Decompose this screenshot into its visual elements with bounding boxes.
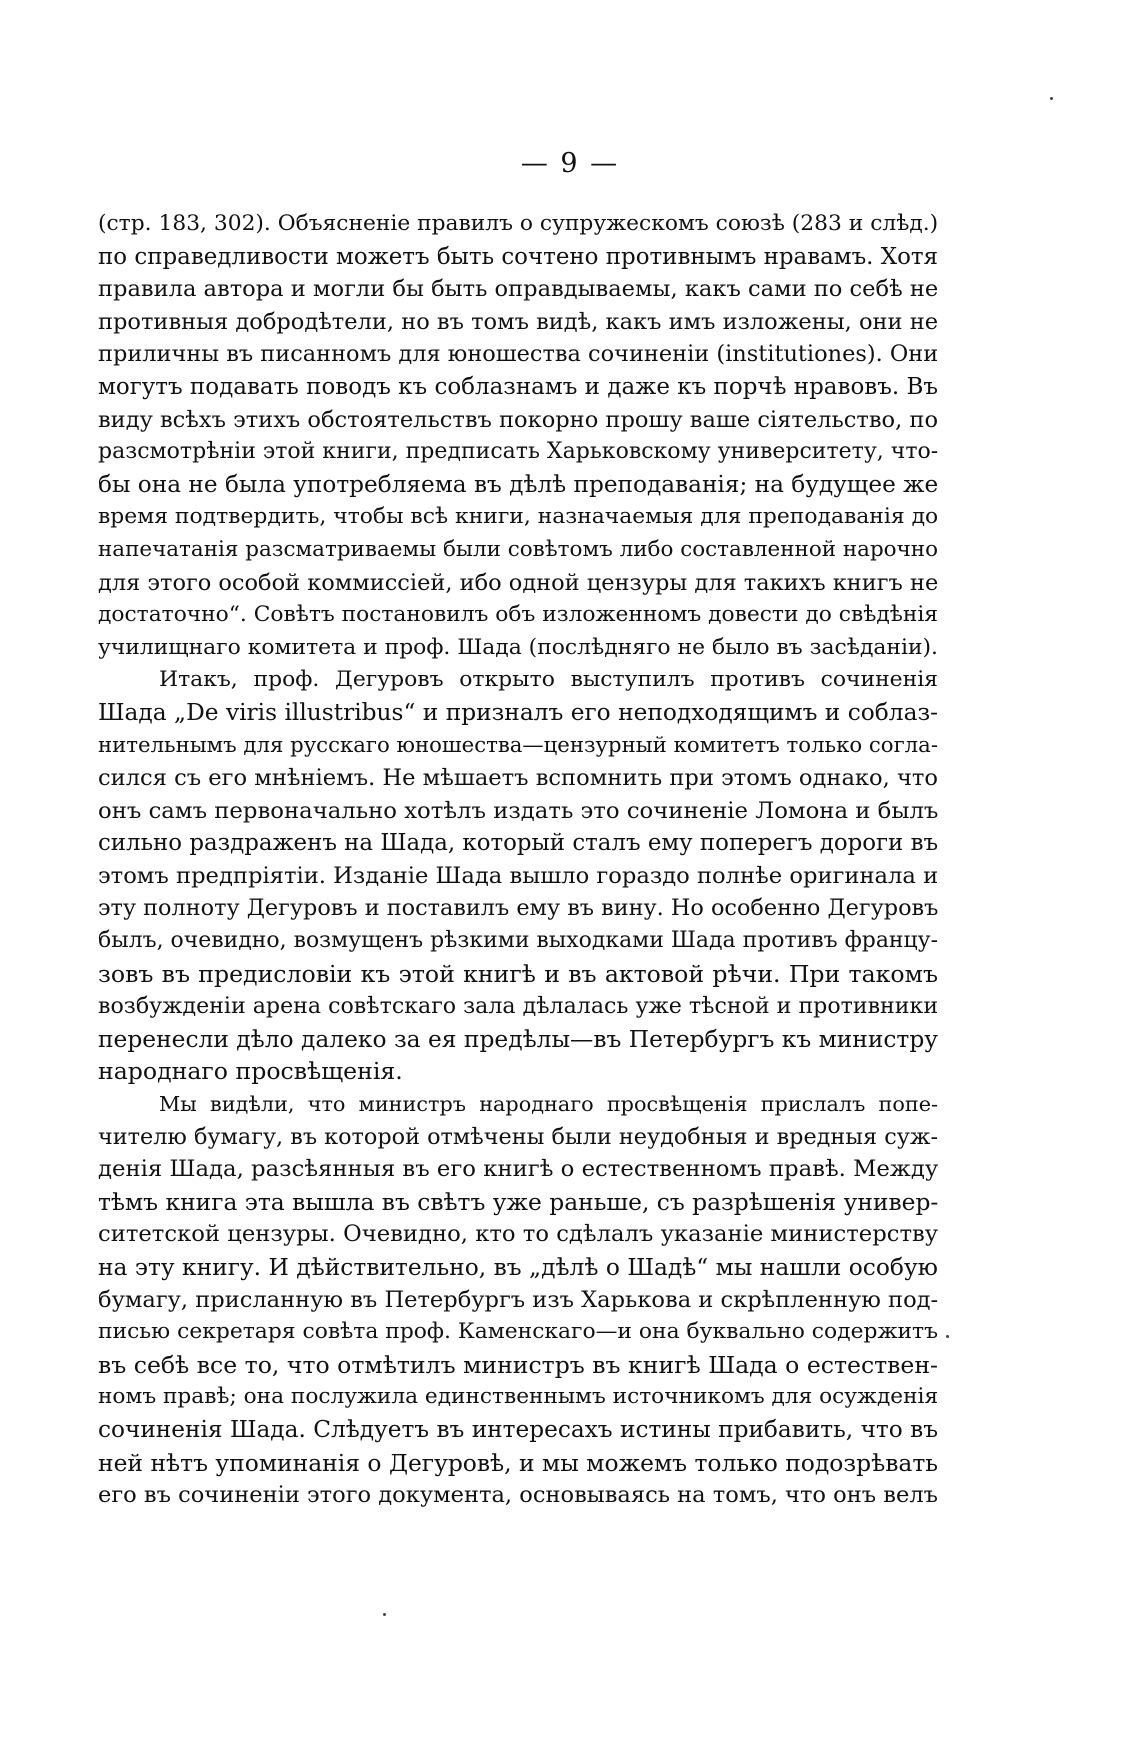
text-line: училищнаго комитета и проф. Шада (послѣдняго не было въ засѣданіи). [98,634,938,660]
text-line: для этого особой коммиссіей, ибо одной цензуры для такихъ книгъ не [98,569,939,596]
text-line: ней нѣтъ упоминанія о Дегуровѣ, и мы можемъ только подозрѣвать [98,1448,938,1477]
text-line: чителю бумагу, въ которой отмѣчены были неудобныя и вредныя суж- [98,1123,938,1150]
text-line: Мы видѣли, что министръ народнаго просвѣщенія прислалъ попе- [159,1092,938,1117]
text-line: онъ самъ первоначально хотѣлъ издать это сочиненіе Ломона и былъ [98,797,939,824]
scan-speck [946,1335,949,1338]
page-number: — 9 — [520,148,620,179]
text-line: писью секретаря совѣта проф. Каменскаго—и она буквально содержитъ [98,1319,938,1345]
text-line: приличны въ писанномъ для юношества сочиненіи (institutiones). Они [98,341,939,368]
text-line: на эту книгу. И дѣйствительно, въ „дѣлѣ о Шадѣ“ мы нашли особую [98,1253,938,1281]
text-line: напечатанія разсматриваемы были совѣтомъ либо составленной нарочно [98,536,938,562]
body-text [98,208,938,1512]
text-line: зовъ въ предисловіи къ этой книгѣ и въ актовой рѣчи. При такомъ [98,959,938,988]
scan-speck [383,1613,386,1616]
text-line: бы она не была употребляема въ дѣлѣ преподаванія; на будущее же [98,470,939,498]
text-line: въ себѣ все то, что отмѣтилъ министръ въ книгѣ Шада о естествен- [98,1350,938,1379]
text-line: возбужденіи арена совѣтскаго зала дѣлалась уже тѣсной и противники [98,993,939,1020]
text-line: разсмотрѣніи этой книги, предписать Харьковскому университету, что- [98,439,939,465]
text-line: виду всѣхъ этихъ обстоятельствъ покорно прошу ваше сіятельство, по [98,406,939,433]
text-line: бумагу, присланную въ Петербургъ изъ Харькова и скрѣпленную под- [98,1286,939,1313]
text-line: денія Шада, разсѣянныя въ его книгѣ о естественномъ правѣ. Между [98,1156,939,1183]
text-line: Итакъ, проф. Дегуровъ открыто выступилъ противъ сочиненія [159,667,938,693]
text-line: ситетской цензуры. Очевидно, кто то сдѣлалъ указаніе министерству [98,1221,939,1248]
text-line: тѣмъ книга эта вышла въ свѣтъ уже раньше, съ разрѣшенія универ- [98,1187,939,1216]
text-line: эту полноту Дегуровъ и поставилъ ему въ вину. Но особенно Дегуровъ [98,895,939,922]
text-line: былъ, очевидно, возмущенъ рѣзкими выходками Шада противъ францу- [98,928,938,954]
paragraph-1 [98,208,938,664]
text-line: Шада „De viris illustribus“ и призналъ его неподходящимъ и соблаз- [98,698,938,726]
text-line: перенесли дѣло далеко за ея предѣлы—въ Петербургъ къ министру [98,1024,938,1053]
text-line: время подтвердить, чтобы всѣ книги, назначаемыя для преподаванія до [98,504,939,530]
text-line: противныя добродѣтели, но въ томъ видѣ, какъ имъ изложены, они не [98,308,939,335]
paragraph-2 [98,664,938,1088]
text-line: этомъ предпріятіи. Изданіе Шада вышло гораздо полнѣе оригинала и [98,862,939,889]
scan-speck [1050,97,1053,100]
text-line: сильно раздраженъ на Шада, который сталъ ему поперегъ дороги въ [98,830,938,857]
text-line: (стр. 183, 302). Объясненіе правилъ о супружескомъ союзѣ (283 и слѣд.) [98,211,939,236]
text-line: номъ правѣ; она послужила единственнымъ источникомъ для осужденія [98,1384,939,1410]
text-line: народнаго просвѣщенія. [98,1057,403,1086]
text-line: правила автора и могли бы быть оправдываемы, какъ сами по себѣ не [98,276,939,303]
text-line: нительнымъ для русскаго юношества—цензурный комитетъ только согла- [98,732,938,758]
text-line: сился съ его мнѣніемъ. Не мѣшаетъ вспомнить при этомъ однако, что [98,765,938,792]
text-line: его въ сочиненіи этого документа, основываясь на томъ, что онъ велъ [98,1482,938,1509]
text-line: по справедливости можетъ быть сочтено противнымъ нравамъ. Хотя [98,243,939,270]
text-line: сочиненія Шада. Слѣдуетъ въ интересахъ истины прибавить, что въ [98,1415,938,1443]
paragraph-3 [98,1088,938,1512]
text-line: могутъ подавать поводъ къ соблазнамъ и даже къ порчѣ нравовъ. Въ [98,373,938,400]
text-line: достаточно“. Совѣтъ постановилъ объ изложенномъ довести до свѣдѣнія [98,602,938,628]
